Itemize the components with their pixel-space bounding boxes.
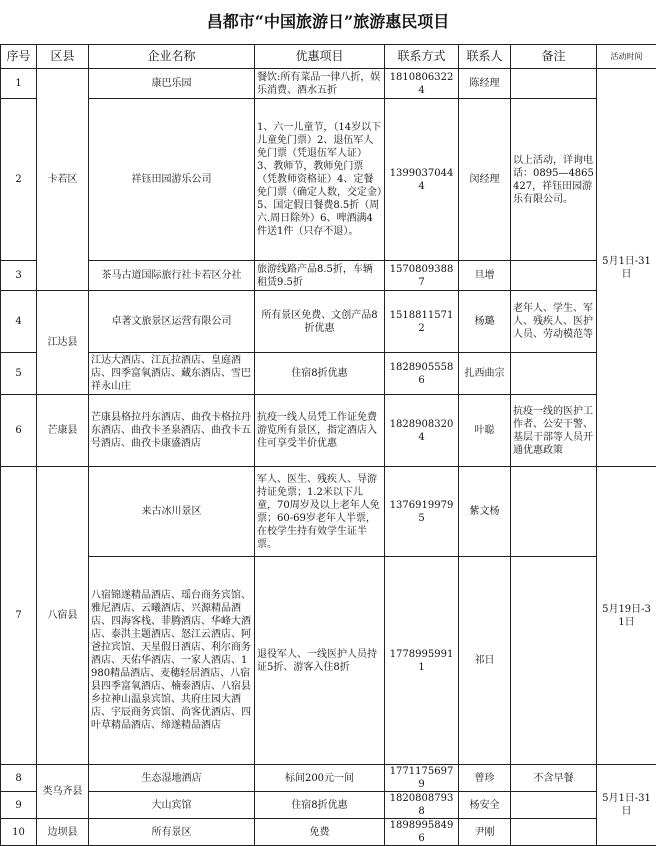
cell-contact: 尹刚 xyxy=(459,819,511,846)
cell-seq: 9 xyxy=(1,792,37,819)
cell-seq: 10 xyxy=(1,819,37,846)
table-row xyxy=(1,765,656,792)
cell-company: 康巴乐园 xyxy=(89,69,255,99)
cell-offer: 免费 xyxy=(255,819,385,846)
cell-company: 祥钰田园游乐公司 xyxy=(89,99,255,261)
cell-offer: 旅游线路产品8.5折，车辆租赁9.5折 xyxy=(255,261,385,291)
cell-contact: 叶聪 xyxy=(459,395,511,467)
project-table xyxy=(0,44,656,846)
cell-company: 来古冰川景区 xyxy=(89,467,255,557)
cell-seq: 5 xyxy=(1,353,37,395)
cell-seq: 1 xyxy=(1,69,37,99)
cell-note xyxy=(511,557,597,765)
cell-phone: 18108063224 xyxy=(385,69,459,99)
cell-offer: 餐饮:所有菜品一律八折，娱乐消费、酒水五折 xyxy=(255,69,385,99)
cell-company: 江达大酒店、江瓦拉酒店、皇庭酒店、四季富氧酒店、藏东酒店、雪巴祥永山庄 xyxy=(89,353,255,395)
cell-phone: 15188115712 xyxy=(385,291,459,353)
cell-phone: 13769199795 xyxy=(385,467,459,557)
table-row xyxy=(1,291,656,353)
cell-time-3: 5月1日-31日 xyxy=(597,765,656,846)
cell-contact: 陈经理 xyxy=(459,69,511,99)
cell-offer: 抗疫一线人员凭工作证免费游览所有景区，指定酒店入住可享受半价优惠 xyxy=(255,395,385,467)
cell-phone: 17711756979 xyxy=(385,765,459,792)
cell-phone: 15708093887 xyxy=(385,261,459,291)
cell-offer: 军人、医生、残疾人、导游持证免票；1.2米以下儿童，70周岁及以上老年人免票；60-69岁老年人半票，在校学生持有效学生证半票。 xyxy=(255,467,385,557)
cell-company: 大山宾馆 xyxy=(89,792,255,819)
cell-note: 不含早餐 xyxy=(511,765,597,792)
cell-seq: 7 xyxy=(1,467,37,765)
cell-company: 茶马古道国际旅行社卡若区分社 xyxy=(89,261,255,291)
cell-company: 生态湿地酒店 xyxy=(89,765,255,792)
header-contact: 联系人 xyxy=(459,45,511,69)
cell-phone: 13990370444 xyxy=(385,99,459,261)
cell-county-mangkang: 芒康县 xyxy=(37,395,89,467)
table-row xyxy=(1,353,656,395)
cell-county-basu: 八宿县 xyxy=(37,467,89,765)
cell-county-karuo: 卡若区 xyxy=(37,69,89,291)
table-row xyxy=(1,467,656,557)
cell-contact: 旦增 xyxy=(459,261,511,291)
header-county: 区县 xyxy=(37,45,89,69)
cell-seq: 4 xyxy=(1,291,37,353)
cell-note: 老年人、学生、军人、残疾人、医护人员、劳动模范等 xyxy=(511,291,597,353)
cell-offer: 标间200元一间 xyxy=(255,765,385,792)
header-phone: 联系方式 xyxy=(385,45,459,69)
cell-company: 卓著文旅景区运营有限公司 xyxy=(89,291,255,353)
cell-county-jiangda: 江达县 xyxy=(37,291,89,395)
cell-note xyxy=(511,69,597,99)
cell-company: 八宿锦遂精品酒店、瑶台商务宾馆、雅尼酒店、云曦酒店、兴源精品酒店、四海客栈、菲腾酒店、华峰大酒店、泰洪主题酒店、怒江云酒店、阿爸拉宾馆、天星假日酒店、利尔商务酒店、天佑华酒店、一家人酒店、1980精品酒店、麦穗轻居酒店、八宿县四季富氧酒店、楠泰酒店、八宿县乡拉神山温泉宾馆、共府庄园大酒店、宇辰商务宾馆、尚客优酒店、四叶草精品酒店、缔遂精品酒店 xyxy=(89,557,255,765)
cell-seq: 6 xyxy=(1,395,37,467)
cell-county-bianba: 边坝县 xyxy=(37,819,89,846)
cell-note: 抗疫一线的医护工作者、公安干警、基层干部等人员开通优惠政策 xyxy=(511,395,597,467)
table-row xyxy=(1,261,656,291)
cell-phone: 18989958496 xyxy=(385,819,459,846)
cell-note xyxy=(511,792,597,819)
cell-seq: 2 xyxy=(1,99,37,261)
header-company: 企业名称 xyxy=(89,45,255,69)
cell-contact: 杨璐 xyxy=(459,291,511,353)
cell-note xyxy=(511,261,597,291)
table-row xyxy=(1,99,656,261)
cell-offer: 1、六一儿童节，（14岁以下儿童免门票）2、退伍军人免门票（凭退伍军人证）3、教师节，教师免门票（凭教师资格证）4、定餐免门票（确定人数，交定金）5、国定假日餐费8.5折（周六.周日除外）6、啤酒满4件送1件（只存不退）。 xyxy=(255,99,385,261)
table-row xyxy=(1,69,656,99)
cell-seq: 3 xyxy=(1,261,37,291)
cell-seq: 8 xyxy=(1,765,37,792)
cell-note: 以上活动，详询电话：0895—4865427，祥钰田园游乐有限公司。 xyxy=(511,99,597,261)
cell-time-1: 5月1日-31日 xyxy=(597,69,656,467)
cell-contact: 扎西曲宗 xyxy=(459,353,511,395)
cell-phone: 17789959911 xyxy=(385,557,459,765)
cell-time-2: 5月19日-31日 xyxy=(597,467,656,765)
table-row xyxy=(1,395,656,467)
cell-offer: 退役军人、一线医护人员持证5折、游客入住8折 xyxy=(255,557,385,765)
cell-county-leiwuqi: 类乌齐县 xyxy=(37,765,89,819)
cell-contact: 紫文杨 xyxy=(459,467,511,557)
cell-company: 芒康县格拉丹东酒店、曲孜卡格拉丹东酒店、曲孜卡圣泉酒店、曲孜卡五号酒店、曲孜卡康盛酒店 xyxy=(89,395,255,467)
header-time: 活动时间 xyxy=(597,45,656,69)
cell-offer: 住宿8折优惠 xyxy=(255,353,385,395)
cell-contact: 杨安全 xyxy=(459,792,511,819)
cell-offer: 所有景区免费、文创产品8折优惠 xyxy=(255,291,385,353)
cell-company: 所有景区 xyxy=(89,819,255,846)
cell-phone: 18208087938 xyxy=(385,792,459,819)
cell-note xyxy=(511,467,597,557)
header-seq: 序号 xyxy=(1,45,37,69)
cell-contact: 曾珍 xyxy=(459,765,511,792)
table-row xyxy=(1,792,656,819)
header-offer: 优惠项目 xyxy=(255,45,385,69)
cell-phone: 18289055586 xyxy=(385,353,459,395)
cell-offer: 住宿8折优惠 xyxy=(255,792,385,819)
table-row xyxy=(1,819,656,846)
cell-note xyxy=(511,353,597,395)
cell-phone: 18289083204 xyxy=(385,395,459,467)
header-note: 备注 xyxy=(511,45,597,69)
cell-contact: 闵经理 xyxy=(459,99,511,261)
document-title: 昌都市“中国旅游日”旅游惠民项目 xyxy=(0,0,656,44)
header-row xyxy=(1,45,656,69)
table-row xyxy=(1,557,656,765)
cell-note xyxy=(511,819,597,846)
cell-contact: 祁日 xyxy=(459,557,511,765)
